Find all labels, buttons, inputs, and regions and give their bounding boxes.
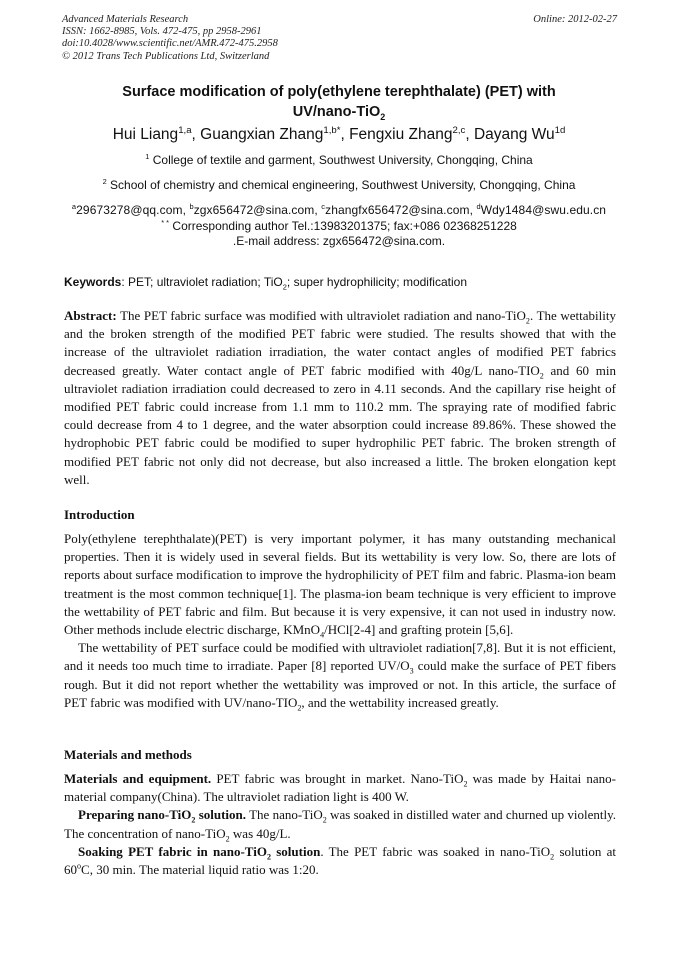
author-name: Fengxiu Zhang bbox=[349, 126, 453, 143]
abstract: Abstract: The PET fabric surface was modified with ultraviolet radiation and nano-TiO$_2$. The wettability and the broken strength of the modified PET fabric were studied. The results showed that with the increase of the ultraviolet radiation irradiation, the water contact angles of modified PET fabrics decreased greatly. Water contact angle of PET fabric modified with 40g/L nano-$TIO_2$ and 60 min ultraviolet radiation irradiation could decreased to zero in 4.11 seconds. And the capillary rise height of modified PET fabric could increase from 1.1 mm to 110.2 mm. The spraying rate of modified fabric could decrease from 4 to 1 degree, and the water absorption could increase 89.86%. These showed the hydrophobic PET fabric could be modified to super hydrophilic PET fabric. The broken strength of modified PET fabric not only did not decrease, but also increased a little. The broken elongation kept well. bbox=[64, 308, 616, 487]
title-line-1: Surface modification of poly(ethylene terephthalate) (PET) with bbox=[122, 84, 556, 100]
author-name: Dayang Wu bbox=[473, 126, 555, 143]
paragraph: Preparing nano-TiO$_2$ solution. The nano-TiO$_2$ was soaked in distilled water and churned up violently. The concentration of nano-TiO$_2$ was 40g/L. bbox=[64, 807, 616, 844]
paragraph: The wettability of PET surface could be modified with ultraviolet radiation[7,8]. But it is not efficient, and it needs too much time to irradiate. Paper [8] reported $UV/O_3$ could make the surface of PET fibers rough. But it did not report whether the wettability was improved or not. In this article, the surface of PET fabric was modified with $UV/nano-TIO_2$, and the wettability increased greatly. bbox=[64, 640, 617, 713]
journal-header bbox=[62, 14, 617, 63]
paragraph: Poly(ethylene terephthalate)(PET) is very important polymer, it has many outstanding mechanical properties. Then it is widely used in several fields. But its wettability is very low. So, there are lots of reports about surface modification to improve the hydrophilicity of PET film and fabric. Plasma-ion beam treatment is the most common technique[1]. The plasma-ion beam technique is very efficient to improve the wettability of PET fabric and film. But because it is very expensive, it can not used in industry now. Other methods include electric discharge, KMnO$_4$/HCl[2-4] and grafting protein [5,6]. bbox=[64, 531, 616, 640]
author-name: Hui Liang bbox=[112, 126, 179, 143]
materials-body bbox=[64, 770, 616, 879]
keywords-label: Keywords bbox=[64, 275, 122, 289]
title-line-2: UV/nano-TiO$_2$ bbox=[292, 104, 386, 122]
author-list: Hui Liang$^{1,a}$, Guangxian Zhang$^{1,b*}$, Fengxiu Zhang$^{2,c}$, Dayang $Wu^{1d}$ bbox=[112, 124, 566, 143]
paper-title bbox=[62, 82, 616, 122]
author-name: Guangxian Zhang bbox=[200, 126, 324, 143]
online-date: Online: 2012-02-27 bbox=[533, 14, 617, 25]
paragraph: Soaking PET fabric in nano-TiO$_2$ solution. The PET fabric was soaked in nano-TiO$_2$ solution at 60$^o$C, 30 min. The material liquid ratio was 1:20. bbox=[64, 843, 616, 878]
author-emails bbox=[62, 203, 616, 250]
doi-line: doi:10.4028/www.scientific.net/AMR.472-475.2958 bbox=[62, 38, 278, 50]
corresponding-author: * * Corresponding author Tel.:13983201375; fax:+086 02368251228 bbox=[161, 217, 517, 233]
abstract-label: Abstract: bbox=[64, 308, 117, 323]
paragraph: Materials and equipment. PET fabric was brought in market. Nano-TiO$_2$ was made by Haitai nano-material company(China). The ultraviolet radiation light is 400 W. bbox=[64, 771, 616, 805]
contact-email: .E-mail address: zgx656472@sina.com. bbox=[232, 234, 446, 248]
introduction-body bbox=[64, 530, 616, 712]
introduction-heading: Introduction bbox=[64, 507, 135, 522]
affiliation-1: $^1$ College of textile and garment, Southwest University, Chongqing, China bbox=[145, 152, 533, 167]
materials-heading: Materials and methods bbox=[64, 747, 192, 762]
affiliation-2: $^2$ School of chemistry and chemical engineering, Southwest University, Chongqing, China bbox=[102, 177, 576, 192]
journal-name: Advanced Materials Research bbox=[62, 14, 189, 25]
keywords: Keywords: PET; ultraviolet radiation; TiO$_2$; super hydrophilicity; modification bbox=[64, 275, 467, 292]
issn-line: ISSN: 1662-8985, Vols. 472-475, pp 2958-2961 bbox=[62, 26, 262, 38]
email-list: $^a$29673278@qq.com, $^b$zgx656472@sina.com, $^c$zhangfx656472@sina.com, $^d$Wdy1484@swu.edu.cn bbox=[71, 202, 607, 217]
copyright-line: © 2012 Trans Tech Publications Ltd, Switzerland bbox=[62, 50, 270, 62]
